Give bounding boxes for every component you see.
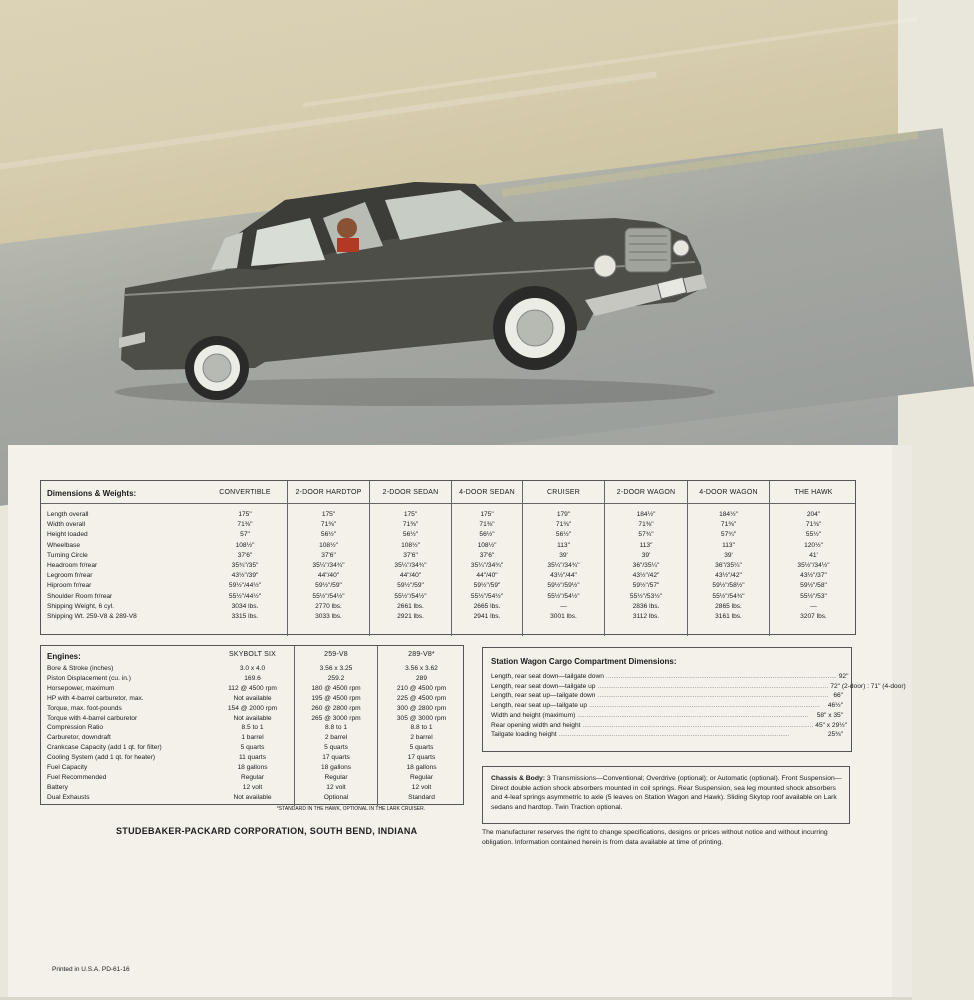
table-cell: 2921 lbs. [397, 613, 424, 621]
engine-row-labels [47, 664, 207, 803]
table-cell: 3001 lbs. [550, 613, 577, 621]
cargo-value: 72" (2-door) : 71" (4-door) [830, 682, 906, 690]
column-header: CONVERTIBLE [219, 489, 271, 496]
table-cell: 36"/35¼" [715, 562, 742, 570]
cargo-value: 92" [838, 673, 849, 680]
column-header: 289-V8* [408, 651, 435, 658]
table-cell: 12 volt [326, 783, 346, 791]
table-cell: 39' [724, 551, 733, 559]
table-cell: 56½" [402, 531, 419, 539]
row-label: Legroom fr/rear [47, 572, 93, 580]
table-cell: Regular [324, 773, 348, 781]
dimensions-column [522, 481, 604, 636]
motion-streak [303, 17, 918, 107]
dimensions-title: Dimensions & Weights: [47, 489, 137, 498]
column-values [370, 510, 451, 622]
table-cell: 195 @ 4500 rpm [311, 694, 361, 702]
table-cell: 43½"/37" [800, 572, 827, 580]
table-cell: 57¾" [720, 531, 737, 539]
row-label: Cooling System (add 1 qt. for heater) [47, 754, 156, 762]
table-cell: 3.56 x 3.25 [319, 665, 353, 672]
column-header: CRUISER [547, 489, 580, 496]
table-cell: 71⅜" [805, 521, 822, 529]
table-cell: 2836 lbs. [632, 602, 660, 610]
print-code: Printed in U.S.A. PD-61-16 [52, 966, 130, 973]
table-cell: 44"/40" [476, 572, 498, 580]
table-cell: Regular [240, 773, 265, 781]
leader-dots: .............................................................................................................................. [582, 721, 814, 729]
cargo-row [491, 672, 849, 682]
table-cell: 59½"/59" [397, 582, 424, 590]
table-cell: 59½"/58" [800, 582, 827, 590]
cargo-row [491, 711, 843, 721]
row-label: Shipping Wt. 259-V8 & 289-V8 [47, 613, 137, 621]
table-cell: 44"/40" [399, 572, 422, 580]
table-cell: 35¼"/34¾" [547, 562, 580, 570]
table-cell: 71⅜" [638, 521, 654, 529]
column-values [452, 510, 522, 622]
table-cell: 225 @ 4500 rpm [396, 694, 447, 702]
row-label: Compression Ratio [47, 724, 104, 732]
table-cell: 180 @ 4500 rpm [311, 684, 361, 692]
column-values [378, 664, 465, 803]
table-cell: — [810, 602, 817, 610]
column-header: 4-DOOR SEDAN [459, 489, 515, 496]
column-values [288, 510, 369, 622]
column-values [688, 510, 769, 622]
front-wheel [493, 286, 577, 370]
table-cell: 71⅜" [320, 521, 337, 529]
cargo-label: Width and height (maximum) [491, 711, 576, 719]
table-cell: 71⅜" [402, 521, 419, 529]
table-cell: 2665 lbs. [473, 602, 501, 610]
table-cell: Optional [323, 793, 349, 801]
table-cell: 55½"/54½" [470, 592, 504, 600]
column-values [211, 664, 294, 803]
table-cell: 55½"/54½" [547, 592, 580, 600]
table-cell: 259.2 [327, 674, 345, 682]
row-label: Dual Exhausts [47, 793, 90, 801]
table-cell: 56½" [555, 531, 572, 539]
table-cell: 3033 lbs. [315, 613, 342, 621]
table-cell: — [560, 602, 567, 610]
table-cell: 300 @ 2800 rpm [396, 704, 447, 712]
chassis-text: 3 Transmissions—Conventional; Overdrive (optional); or Automatic (optional). Front Suspension—Direct double action shock absorbers mounted in coil springs. Rear Suspension, sea leg mounted shock absorbers and 4-leaf springs asymmetric to axle (5 leaves on Station Wagon and Hawk). Sliding Skytop roof available on Lark sedans and hardtop. Twin Traction optional. [491, 775, 842, 812]
table-cell: 44"/40" [317, 572, 340, 580]
row-label: Turning Circle [47, 551, 88, 559]
cargo-label: Length, rear seat down—tailgate up [491, 682, 596, 690]
table-cell: 108½" [401, 541, 420, 549]
row-label: Battery [47, 783, 68, 791]
table-cell: 71⅜" [555, 521, 572, 529]
table-cell: 71⅜" [237, 521, 253, 529]
cargo-label: Length, rear seat down—tailgate down [491, 673, 604, 680]
column-header: 259-V8 [324, 651, 348, 658]
car-photo [0, 0, 898, 445]
table-cell: 179" [556, 511, 571, 518]
table-cell: 59½"/59" [473, 582, 501, 590]
table-cell: 17 quarts [322, 754, 350, 762]
table-cell: 55½"/44½" [228, 592, 262, 600]
table-cell: 3315 lbs. [231, 613, 259, 621]
row-label: Shoulder Room fr/rear [47, 592, 113, 600]
row-label: Headroom fr/rear [47, 562, 98, 570]
cargo-title: Station Wagon Cargo Compartment Dimensions: [491, 657, 677, 666]
table-cell: 3112 lbs. [632, 613, 660, 621]
column-header: 2-DOOR WAGON [616, 489, 676, 496]
table-cell: 169.6 [244, 674, 261, 682]
column-header: 4-DOOR WAGON [699, 489, 758, 496]
rear-wheel [185, 336, 249, 400]
table-cell: 175" [321, 511, 336, 518]
leader-dots: .............................................................................................................................. [597, 682, 829, 690]
table-cell: 43½"/39" [231, 572, 259, 580]
table-cell: 59½"/57" [632, 582, 660, 590]
row-label: Carburetor, downdraft [47, 734, 111, 742]
table-cell: 43½"/42" [632, 572, 660, 580]
cargo-label: Tailgate loading height [491, 731, 557, 739]
table-cell: 5 quarts [409, 744, 434, 752]
table-cell: 35½"/34½" [797, 562, 830, 570]
row-label: Shipping Weight, 6 cyl. [47, 602, 114, 610]
table-cell: 260 @ 2800 rpm [311, 704, 361, 712]
table-cell: 210 @ 4500 rpm [396, 684, 447, 692]
studebaker-lark-sedan [115, 170, 715, 410]
cargo-value: 66" [833, 692, 843, 700]
table-cell: 55½"/54¾" [712, 592, 745, 600]
dimensions-column [451, 481, 522, 636]
table-cell: 37'6" [237, 551, 253, 559]
row-label: Torque with 4-barrel carburetor [47, 714, 138, 722]
leader-dots: .............................................................................................................................. [577, 711, 809, 719]
table-cell: 37'6" [321, 551, 336, 559]
row-label: Torque, max. foot-pounds [47, 704, 122, 712]
dimensions-weights-table [40, 480, 856, 635]
row-label: Piston Displacement (cu. in.) [47, 674, 131, 682]
table-cell: 55½"/54½" [394, 592, 427, 600]
table-cell: 175" [238, 511, 252, 518]
table-cell: Not available [233, 793, 272, 801]
engines-title: Engines: [47, 652, 81, 661]
cargo-value: 58" x 35" [816, 711, 843, 719]
table-cell: 39' [641, 551, 651, 559]
cargo-row [491, 701, 843, 711]
column-values [605, 510, 687, 622]
table-cell: 12 volt [242, 783, 263, 791]
dimensions-column [287, 481, 369, 636]
table-cell: 12 volt [411, 783, 432, 791]
table-cell: 71⅜" [479, 521, 495, 529]
table-cell: Regular [409, 773, 434, 781]
table-cell: 108½" [477, 541, 497, 549]
table-cell: 57¾" [638, 531, 654, 539]
table-cell: 3.56 x 3.62 [405, 665, 438, 672]
table-cell: 18 gallons [320, 764, 352, 772]
dimensions-column [687, 481, 769, 636]
table-cell: 184½" [719, 511, 738, 518]
leader-dots: .............................................................................................................................. [605, 673, 837, 680]
table-cell: 59½"/59" [315, 582, 342, 590]
leader-dots: .............................................................................................................................. [589, 702, 820, 710]
cargo-rows [491, 672, 906, 740]
table-cell: 11 quarts [238, 754, 266, 762]
table-cell: 43½"/44" [550, 572, 577, 580]
cargo-value: 46½" [827, 702, 843, 710]
column-values [523, 510, 604, 622]
leader-dots: .............................................................................................................................. [597, 692, 829, 700]
table-cell: 154 @ 2000 rpm [227, 704, 278, 712]
dimensions-column [604, 481, 687, 636]
cargo-row [491, 721, 848, 731]
table-cell: 55½" [805, 531, 822, 539]
table-cell: 43½"/42" [715, 572, 742, 580]
table-cell: 56½" [479, 531, 495, 539]
table-cell: 57" [240, 531, 250, 539]
cargo-row [491, 691, 843, 701]
table-cell: 113" [722, 541, 735, 549]
column-header: 2-DOOR HARDTOP [295, 489, 362, 496]
table-cell: 2661 lbs. [397, 602, 424, 610]
table-cell: 35¼"/34¾" [394, 562, 427, 570]
column-header: THE HAWK [794, 489, 833, 496]
leader-dots: .............................................................................................................................. [558, 731, 790, 739]
table-cell: 37'6" [479, 551, 495, 559]
table-cell: 71⅜" [720, 521, 737, 529]
table-cell: 55½"/54½" [312, 592, 345, 600]
table-cell: 17 quarts [407, 754, 436, 762]
table-cell: 35¾"/35" [231, 562, 259, 570]
table-cell: 8.8 to 1 [325, 724, 347, 732]
table-cell: 2 barrel [410, 734, 433, 742]
corporation-name: STUDEBAKER-PACKARD CORPORATION, SOUTH BEND, INDIANA [116, 826, 418, 836]
table-cell: 41' [809, 551, 818, 559]
table-cell: 1 barrel [241, 734, 264, 742]
chassis-body-box [482, 766, 850, 824]
dimensions-row-labels [47, 510, 197, 622]
row-label: Height loaded [47, 531, 88, 539]
table-cell: 36"/35¼" [632, 562, 660, 570]
cargo-value: 45" x 29½" [815, 721, 848, 729]
row-label: Width overall [47, 521, 86, 529]
table-cell: 204" [806, 511, 821, 518]
column-header: SKYBOLT SIX [228, 651, 277, 658]
table-cell: 56½" [320, 531, 337, 539]
row-label: Horsepower, maximum [47, 684, 115, 692]
table-cell: 289 [415, 674, 427, 682]
table-cell: Standard [408, 793, 435, 801]
dimensions-column [203, 481, 287, 636]
table-cell: 59½"/44½" [228, 582, 262, 590]
table-cell: 8.8 to 1 [410, 724, 433, 732]
table-cell: 120½" [804, 541, 823, 549]
table-cell: 5 quarts [240, 744, 265, 752]
row-label: HP with 4-barrel carburetor, max. [47, 694, 144, 702]
table-cell: 265 @ 3000 rpm [311, 714, 361, 722]
table-cell: 8.5 to 1 [241, 724, 264, 732]
engines-footnote: *STANDARD IN THE HAWK, OPTIONAL IN THE LARK CRUISER. [276, 806, 426, 812]
table-cell: 2 barrel [324, 734, 348, 742]
table-cell: 35¼"/34¾" [312, 562, 345, 570]
table-cell: 55½"/53" [800, 592, 827, 600]
table-cell: 5 quarts [324, 744, 348, 752]
disclaimer-notice: The manufacturer reserves the right to change specifications, designs or prices without notice and without incurring obligation. Information contained herein is from data available at time of printing. [482, 829, 828, 846]
table-cell: 3034 lbs. [231, 602, 259, 610]
engine-column [377, 646, 465, 806]
table-cell: 39' [559, 551, 568, 559]
dimensions-column [769, 481, 857, 636]
cargo-label: Length, rear seat up—tailgate down [491, 692, 596, 700]
cargo-value: 25⅜" [827, 731, 843, 739]
row-label: Wheelbase [47, 541, 80, 549]
table-cell: 112 @ 4500 rpm [228, 684, 277, 692]
row-label: Length overall [47, 511, 89, 518]
table-cell: 2770 lbs. [315, 602, 342, 610]
table-cell: 2941 lbs. [473, 613, 501, 621]
chassis-paragraph [491, 774, 843, 813]
table-cell: 184½" [636, 511, 656, 518]
column-values [203, 510, 287, 622]
table-cell: 2865 lbs. [715, 602, 742, 610]
table-cell: 59½"/58½" [712, 582, 745, 590]
table-cell: 175" [480, 511, 494, 518]
motion-streak [0, 71, 657, 174]
table-cell: Not available [233, 714, 272, 722]
cargo-label: Rear opening width and height [491, 721, 581, 729]
table-cell: 3207 lbs. [800, 613, 827, 621]
table-cell: 35¼"/34¾" [470, 562, 504, 570]
table-cell: 175" [403, 511, 418, 518]
dimensions-column [369, 481, 451, 636]
row-label: Fuel Capacity [47, 764, 88, 772]
table-cell: 3161 lbs. [715, 613, 742, 621]
row-label: Hiproom fr/rear [47, 582, 92, 590]
row-label: Crankcase Capacity (add 1 qt. for filter) [47, 744, 162, 752]
table-cell: Not available [233, 694, 272, 702]
table-cell: 108½" [319, 541, 338, 549]
table-cell: 305 @ 3000 rpm [396, 714, 447, 722]
engine-column [294, 646, 377, 806]
row-label: Fuel Recommended [47, 773, 107, 781]
chassis-title: Chassis & Body: [491, 775, 546, 782]
table-cell: 37'6" [403, 551, 418, 559]
table-cell: 3.0 x 4.0 [239, 665, 266, 672]
column-values [295, 664, 377, 803]
page-edge [892, 445, 912, 1000]
table-cell: 59½"/59½" [547, 582, 580, 590]
column-header: 2-DOOR SEDAN [382, 489, 439, 496]
cargo-row [491, 730, 843, 740]
wagon-cargo-dimensions [482, 647, 906, 752]
engines-table [40, 645, 464, 812]
cargo-row [491, 682, 906, 692]
engine-column [211, 646, 294, 806]
table-cell: 113" [557, 541, 570, 549]
row-label: Bore & Stroke (inches) [47, 665, 114, 672]
table-cell: 18 gallons [406, 764, 437, 772]
table-cell: 55½"/53½" [629, 592, 663, 600]
cargo-label: Length, rear seat up—tailgate up [491, 702, 588, 710]
column-values [770, 510, 857, 622]
table-cell: 18 gallons [237, 764, 268, 772]
table-cell: 113" [639, 541, 653, 549]
table-cell: 108½" [235, 541, 255, 549]
